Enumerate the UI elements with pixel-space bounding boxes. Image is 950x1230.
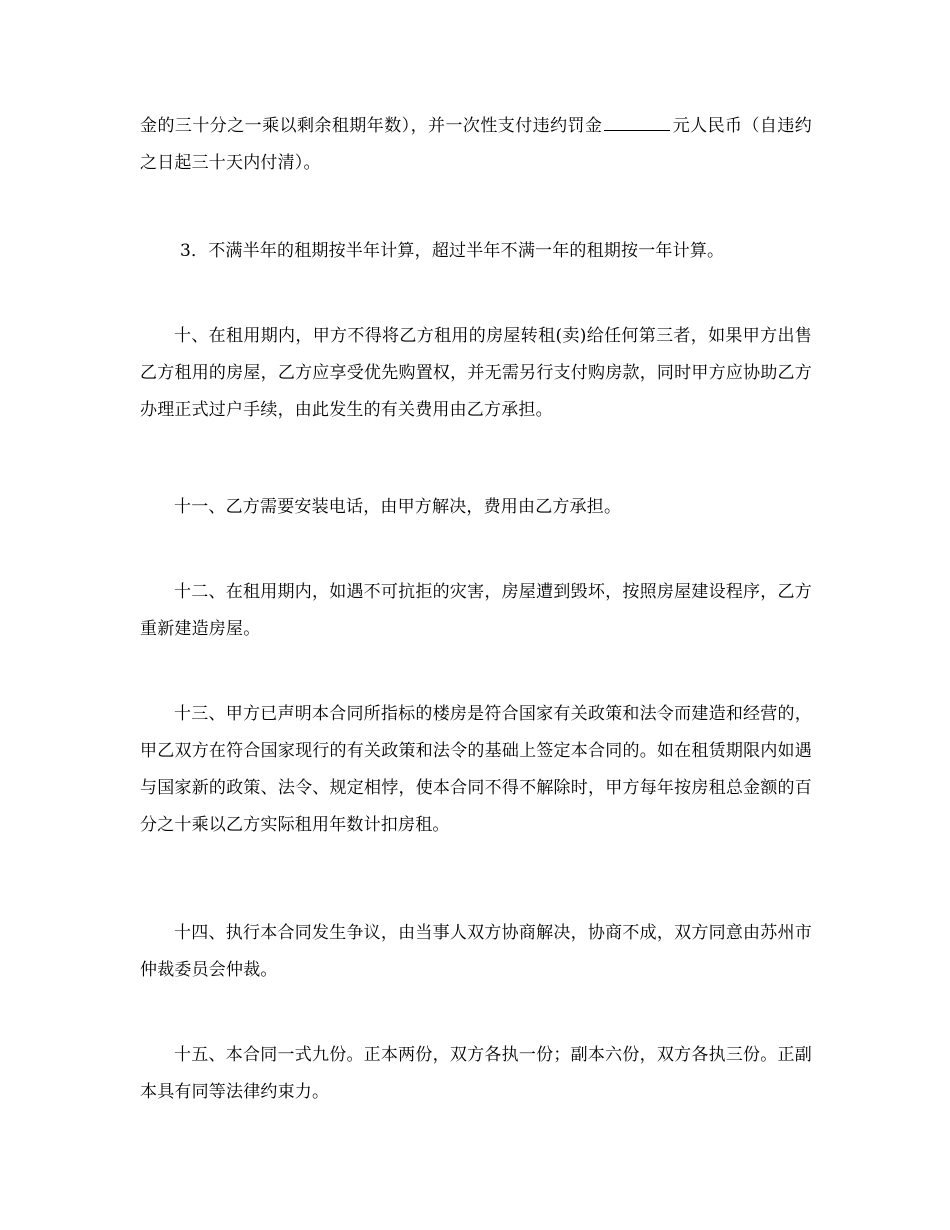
paragraph-clause-3: 3．不满半年的租期按半年计算，超过半年不满一年的租期按一年计算。	[180, 241, 725, 261]
paragraph-article-13: 十三、甲方已声明本合同所指标的楼房是符合国家有关政策和法令而建造和经营的，甲乙双方在符合国家现行的有关政策和法令的基础上签定本合同的。如在租赁期限内如遇与国家新的政策、法令、规定相悖，使本合同不得不解除时，甲方每年按房租总金额的百分之十乘以乙方实际租用年数计扣房租。	[140, 704, 812, 835]
paragraph-article-12: 十二、在租用期内，如遇不可抗拒的灾害，房屋遭到毁坏，按照房屋建设程序，乙方重新建造房屋。	[140, 582, 812, 639]
penalty-amount-blank	[604, 129, 670, 131]
paragraph-article-15: 十五、本合同一式九份。正本两份，双方各执一份；副本六份，双方各执三份。正副本具有同等法律约束力。	[140, 1045, 812, 1102]
paragraph-article-10: 十、在租用期内，甲方不得将乙方租用的房屋转租(卖)给任何第三者，如果甲方出售乙方租用的房屋，乙方应享受优先购置权，并无需另行支付购房款，同时甲方应协助乙方办理正式过户手续，由此发生的有关费用由乙方承担。	[140, 326, 812, 420]
paragraph-penalty-clause	[140, 108, 812, 182]
paragraph-article-11: 十一、乙方需要安装电话，由甲方解决，费用由乙方承担。	[174, 497, 622, 517]
paragraph-article-14: 十四、执行本合同发生争议，由当事人双方协商解决，协商不成，双方同意由苏州市仲裁委员会仲裁。	[140, 923, 812, 980]
penalty-text-before-blank: 金的三十分之一乘以剩余租期年数），并一次性支付违约罚金	[140, 116, 603, 136]
penalty-text-after-blank: 元人民币（自违约之日起三十天内付清）。	[140, 116, 812, 173]
